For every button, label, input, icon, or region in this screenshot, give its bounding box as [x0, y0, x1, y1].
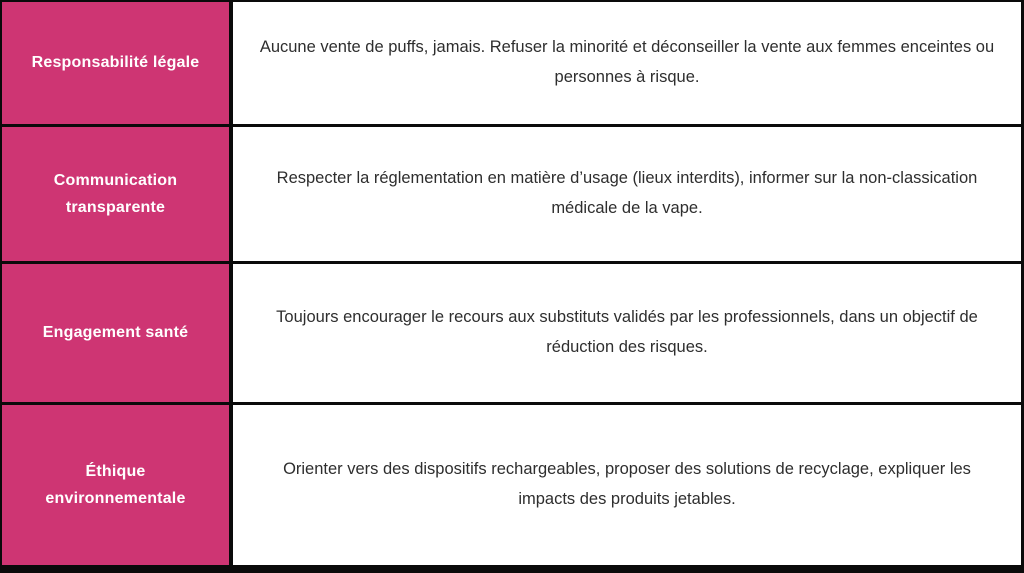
row-header-label: Responsabilité légale: [31, 54, 200, 72]
row-description-text: Aucune vente de puffs, jamais. Refuser la minorité et déconseiller la vente aux femmes enceintes ou personnes à risque.: [259, 38, 995, 86]
row-header-label: Éthique environnementale: [45, 462, 186, 507]
row-description-text: Toujours encourager le recours aux substituts validés par les professionnels, dans un objectif de réduction des risques.: [276, 308, 978, 356]
row-header-label: Communication transparente: [53, 171, 178, 216]
row-header-label: Engagement santé: [42, 324, 189, 342]
row-header-health-commitment: [2, 264, 229, 402]
row-description-transparent-communication: [233, 127, 1021, 261]
row-description-text: Orienter vers des dispositifs rechargeables, proposer des solutions de recyclage, expliquer les impacts des produits jetables.: [283, 460, 971, 508]
row-header-transparent-communication: [2, 127, 229, 261]
row-description-environmental-ethics: [233, 405, 1021, 565]
row-header-environmental-ethics: [2, 405, 229, 565]
row-description-text: Respecter la réglementation en matière d’usage (lieux interdits), informer sur la non-classication médicale de la vape.: [276, 169, 978, 217]
row-description-legal-responsibility: [233, 2, 1021, 124]
row-description-health-commitment: [233, 264, 1021, 402]
row-header-legal-responsibility: [2, 2, 229, 124]
